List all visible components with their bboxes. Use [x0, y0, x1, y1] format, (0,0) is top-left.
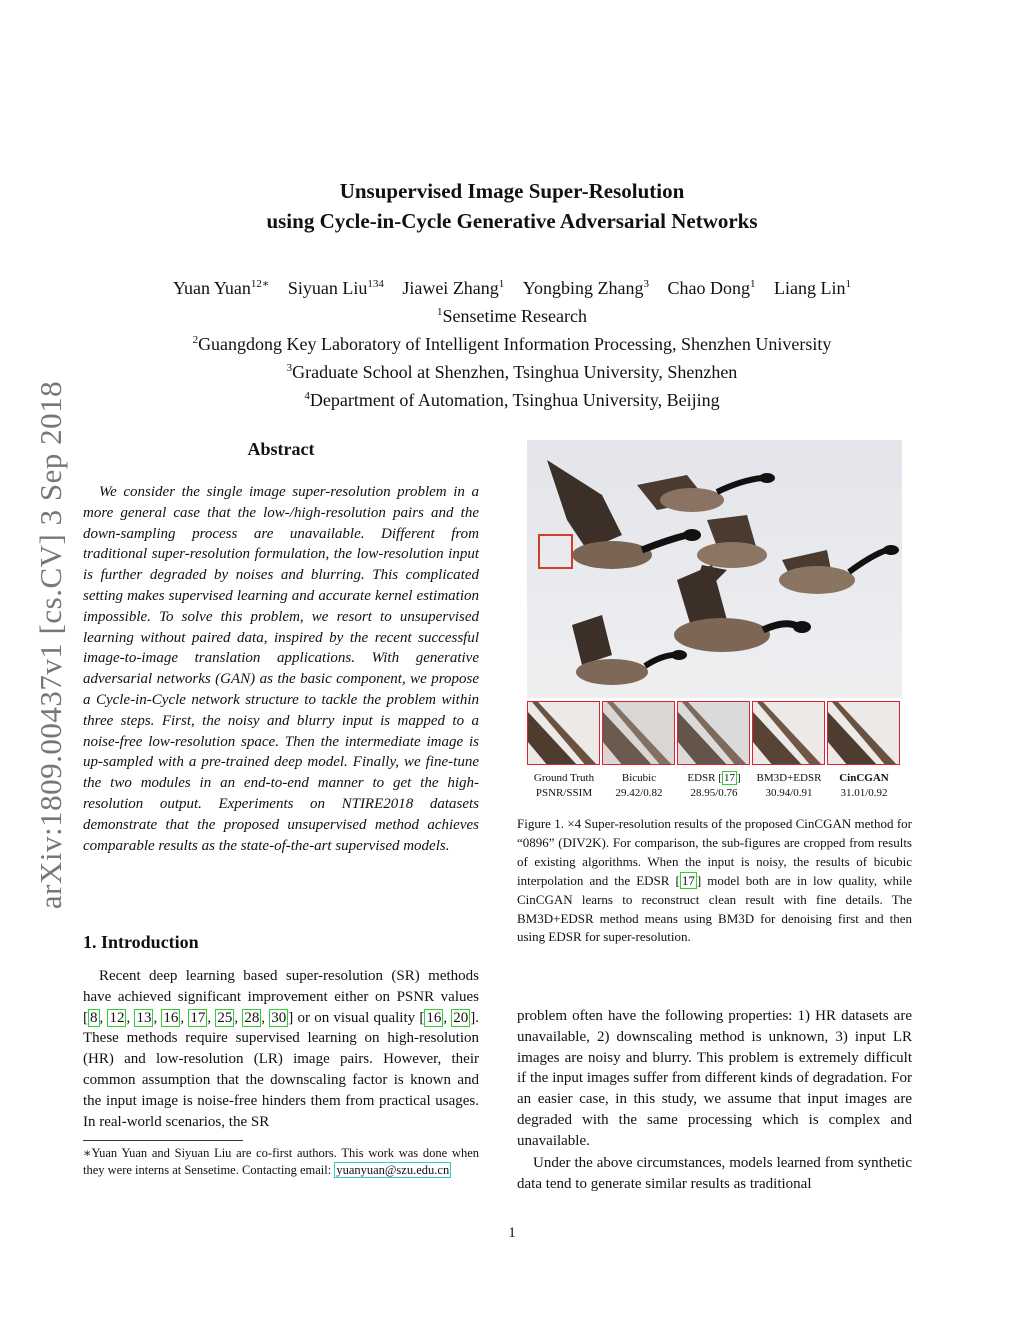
citation-link[interactable]: 17 — [681, 872, 695, 888]
method-score: PSNR/SSIM — [535, 787, 593, 799]
figure-caption: Figure 1. ×4 Super-resolution results of the proposed CinCGAN method for “0896” (DIV2K). For comparison, the sub-figures are cropped from results of existing algorithms. When the input is noisy, the results of bicubic interpolation and the EDSR [ 17 ] model both are in low quality, while CinCGAN learns to reconstruct clean result with fine details. The BM3D+EDSR method means using BM3D for denoising first and then using EDSR for super-resolution. — [517, 816, 913, 945]
figure-main-image — [527, 440, 902, 698]
crop-ground-truth — [527, 701, 600, 765]
abstract-text: We consider the single image super-resolution problem in a more general case that the low-/high-resolution pairs and the down-sampling process are unavailable. Different from traditional super-resolution formulation, the low-resolution input is further degraded by noises and blurring. This complicated setting makes supervised learning and accurate kernel estimation impossible. To solve this problem, we resort to unsupervised learning without paired data, inspired by the recent successful image-to-image translation applications. With generative adversarial networks (GAN) as the basic component, we propose a Cycle-in-Cycle network structure to tackle the problem within three steps. First, the noisy and blurry input is mapped to a noise-free low-resolution space. Then the intermediate image is up-sampled with a pre-trained deep model. Finally, we fine-tune the two modules in an end-to-end manner to get the high-resolution output. Experiments on NTIRE2018 datasets demonstrate that the proposed unsupervised method achieves comparable results as the state-of-the-art supervised models. — [83, 484, 479, 854]
intro-paragraph: Recent deep learning based super-resolution (SR) methods have achieved significant improvement either on PSNR values [ 8 , 12 , 13 , 16 , 17 , 25 , 28 , 30 ] or on visual quality [ 16 , 20 ]. These methods require supervised learning on high-resolution (HR) and low-resolution (LR) image pairs. However, their common assumption that the downscaling factor is known and the input image is noise-free hinders them from practical usages. In real-world scenarios, the SR — [83, 968, 480, 1130]
citation-link[interactable]: 13 — [136, 1009, 152, 1026]
email-link[interactable]: yuanyuan@szu.edu.cn — [336, 1163, 450, 1177]
citation-link[interactable]: 16 — [426, 1009, 442, 1026]
paper-title — [0, 176, 1024, 236]
citation-link[interactable]: 30 — [271, 1009, 287, 1026]
arxiv-identifier — [16, 360, 86, 930]
intro-heading: 1. Introduction — [83, 932, 199, 952]
method-score: 28.95/0.76 — [690, 787, 738, 799]
arxiv-identifier-text: arXiv:1809.00437v1 [cs.CV] 3 Sep 2018 — [33, 380, 68, 910]
crop-edsr — [677, 701, 750, 765]
citation-link[interactable]: 20 — [453, 1009, 469, 1026]
title-line-2: using Cycle-in-Cycle Generative Adversarial Networks — [266, 209, 758, 233]
method-label: BM3D+EDSR — [756, 772, 822, 784]
crop-bicubic — [602, 701, 675, 765]
citation-link[interactable]: 8 — [90, 1009, 98, 1026]
body-paragraph: problem often have the following properties: 1) HR datasets are unavailable, 2) downscaling method is unknown, 3) input LR images are noisy and blurry. This problem is extremely difficult if the input images suffer from different kinds of degradation. For an easier case, in this study, we assume that input images are degraded with the same processing which is complex and unavailable. — [517, 1008, 912, 1149]
citation-link[interactable]: 25 — [217, 1009, 233, 1026]
citation-link[interactable]: 16 — [163, 1009, 179, 1026]
author: Jiawei Zhang$^1$ — [402, 278, 505, 298]
method-label: Ground Truth — [533, 772, 595, 784]
affiliation: $^2$Guangdong Key Laboratory of Intelligent Information Processing, Shenzhen University — [192, 334, 832, 354]
body-paragraph: Under the above circumstances, models learned from synthetic data tend to generate similar results as traditional — [517, 1155, 912, 1192]
affiliation: $^4$Department of Automation, Tsinghua University, Beijing — [304, 390, 720, 410]
footnote: ∗Yuan Yuan and Siyuan Liu are co-first authors. This work was done when they were interns at Sensetime. Contacting email: yuanyuan@szu.edu.cn — [83, 1146, 479, 1177]
affiliation: $^1$Sensetime Research — [437, 306, 587, 326]
citation-link[interactable]: 12 — [109, 1009, 125, 1026]
method-score: 31.01/0.92 — [840, 787, 888, 799]
citation-link[interactable]: 28 — [244, 1009, 260, 1026]
method-label: EDSR [ 17 ] — [687, 772, 741, 784]
author: Yuan Yuan$^{12∗}$ — [173, 278, 270, 298]
method-score: 30.94/0.91 — [765, 787, 813, 799]
method-score: 29.42/0.82 — [615, 787, 663, 799]
author: Chao Dong$^1$ — [667, 278, 756, 298]
author-list — [0, 272, 1024, 300]
method-label: Bicubic — [621, 772, 657, 784]
footnote-rule — [83, 1140, 243, 1141]
figure-crop-strip — [527, 701, 902, 767]
citation-link[interactable]: 17 — [190, 1009, 206, 1026]
title-line-1: Unsupervised Image Super-Resolution — [339, 179, 685, 203]
author-block — [0, 272, 1024, 412]
crop-cincgan — [827, 701, 900, 765]
author: Siyuan Liu$^{134}$ — [287, 278, 384, 298]
crop-bm3d-edsr — [752, 701, 825, 765]
author: Yongbing Zhang$^3$ — [522, 278, 649, 298]
abstract-heading: Abstract — [247, 439, 315, 459]
page-number: 1 — [508, 1225, 516, 1241]
affiliation: $^3$Graduate School at Shenzhen, Tsinghua University, Shenzhen — [286, 362, 738, 382]
author: Liang Lin$^1$ — [773, 278, 851, 298]
method-label: CinCGAN — [839, 772, 889, 784]
geese-photo-illustration — [527, 440, 902, 698]
citation-link[interactable]: 17 — [723, 772, 735, 784]
